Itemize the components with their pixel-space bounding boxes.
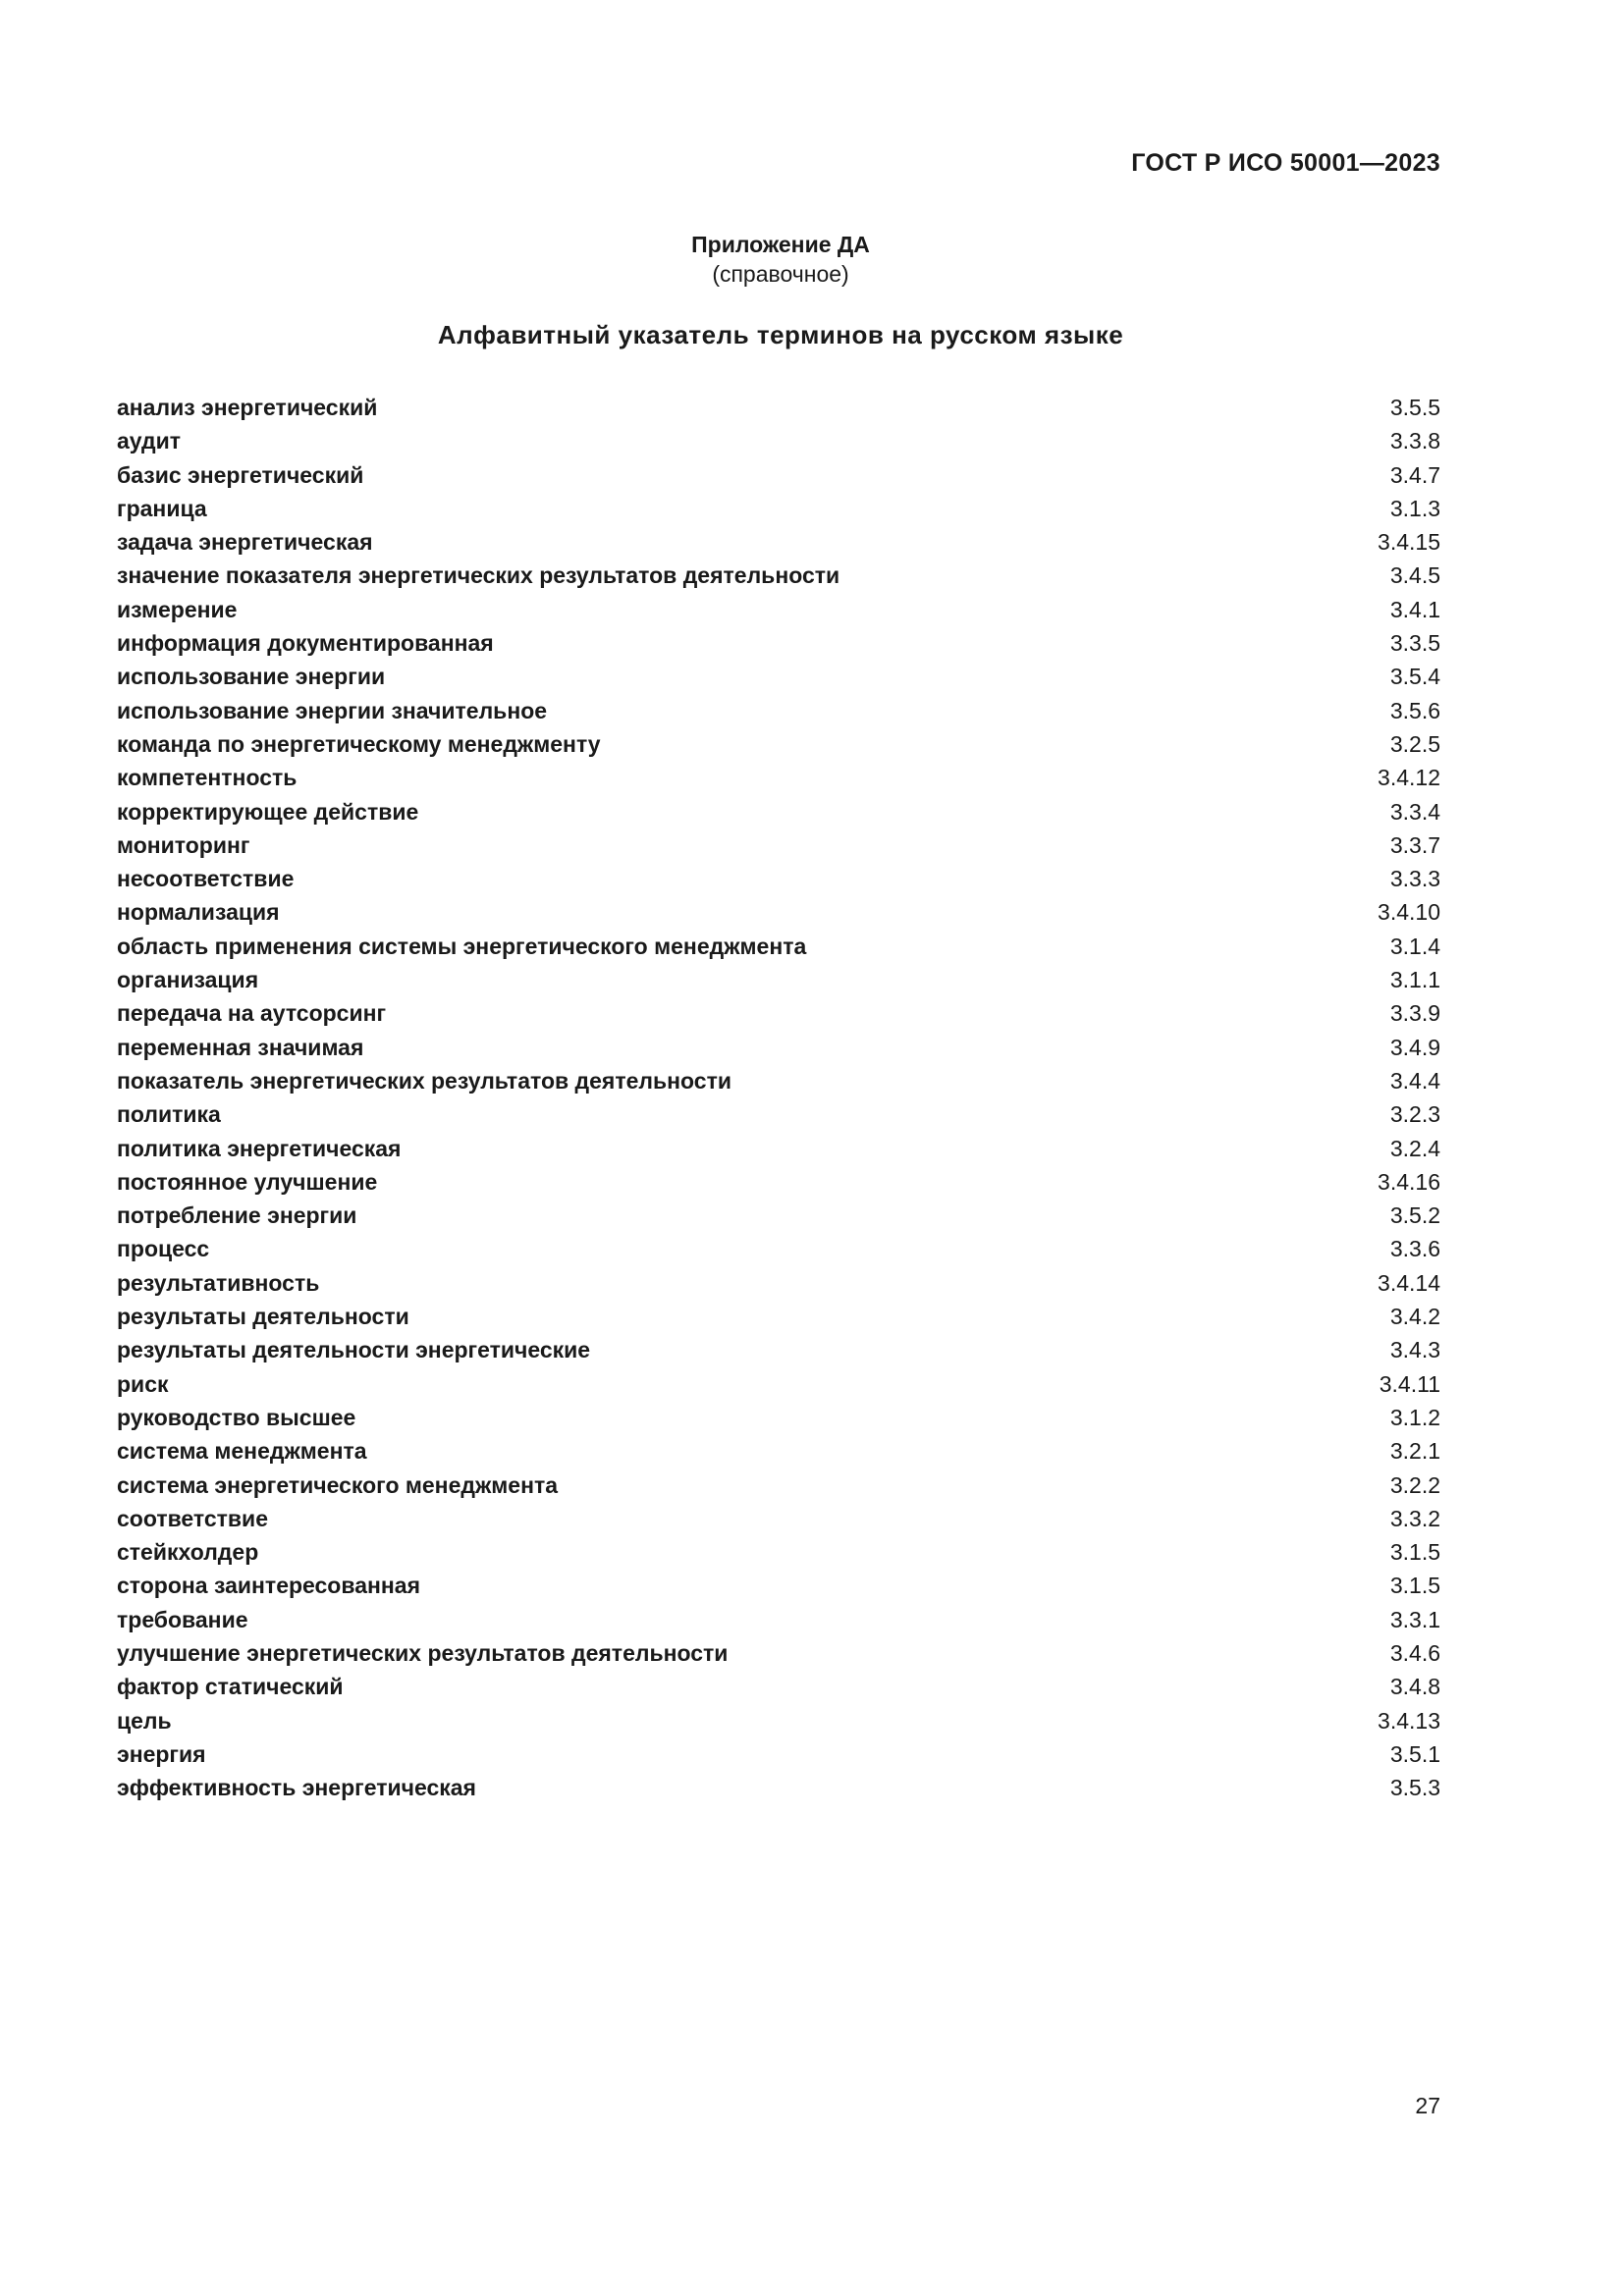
term-reference: 3.2.5: [1389, 730, 1440, 757]
term-name: стейкхолдер: [117, 1539, 259, 1566]
term-row: [117, 1031, 1440, 1064]
term-name: результаты деятельности: [117, 1304, 409, 1330]
term-row: [117, 1300, 1440, 1333]
term-name: политика: [117, 1101, 221, 1128]
page-number: 27: [1415, 2093, 1440, 2118]
term-reference: 3.4.2: [1389, 1304, 1440, 1330]
term-row: [117, 1569, 1440, 1602]
term-reference: 3.2.3: [1389, 1101, 1440, 1128]
term-name: аудит: [117, 428, 182, 454]
term-name: корректирующее действие: [117, 798, 419, 825]
term-reference: 3.3.5: [1389, 630, 1440, 657]
term-row: [117, 828, 1440, 862]
term-reference: 3.3.8: [1389, 428, 1440, 454]
term-reference: 3.4.12: [1378, 765, 1440, 791]
term-reference: 3.4.4: [1389, 1067, 1440, 1094]
term-row: [117, 930, 1440, 963]
term-name: компетентность: [117, 765, 298, 791]
term-row: [117, 1670, 1440, 1703]
term-name: мониторинг: [117, 831, 250, 858]
term-reference: 3.3.6: [1389, 1236, 1440, 1262]
term-row: [117, 559, 1440, 592]
term-reference: 3.5.3: [1389, 1775, 1440, 1801]
term-reference: 3.1.4: [1389, 933, 1440, 959]
term-reference: 3.4.10: [1378, 899, 1440, 926]
term-reference: 3.4.6: [1389, 1639, 1440, 1666]
term-name: фактор статический: [117, 1674, 344, 1700]
term-reference: 3.2.1: [1389, 1438, 1440, 1465]
term-row: [117, 1401, 1440, 1434]
term-reference: 3.4.14: [1378, 1269, 1440, 1296]
term-row: [117, 996, 1440, 1030]
term-row: [117, 895, 1440, 929]
term-row: [117, 525, 1440, 559]
term-reference: 3.4.9: [1389, 1034, 1440, 1060]
term-reference: 3.4.5: [1389, 562, 1440, 589]
term-row: [117, 593, 1440, 626]
term-row: [117, 1097, 1440, 1131]
term-name: руководство высшее: [117, 1404, 356, 1430]
term-reference: 3.3.1: [1389, 1606, 1440, 1632]
term-reference: 3.4.16: [1378, 1168, 1440, 1195]
term-reference: 3.4.3: [1389, 1337, 1440, 1363]
term-name: измерение: [117, 596, 238, 622]
term-reference: 3.1.3: [1389, 495, 1440, 521]
term-reference: 3.5.5: [1389, 395, 1440, 420]
term-name: соответствие: [117, 1505, 268, 1531]
term-reference: 3.5.1: [1389, 1740, 1440, 1767]
term-row: [117, 1266, 1440, 1300]
term-row: [117, 626, 1440, 660]
term-name: потребление энергии: [117, 1202, 357, 1229]
term-row: [117, 1603, 1440, 1636]
term-reference: 3.3.9: [1389, 1000, 1440, 1027]
index-heading: Алфавитный указатель терминов на русском языке: [437, 320, 1124, 349]
term-row: [117, 1502, 1440, 1535]
term-reference: 3.4.7: [1389, 461, 1440, 488]
term-row: [117, 1367, 1440, 1401]
term-reference: 3.1.1: [1389, 967, 1440, 993]
term-reference: 3.1.2: [1389, 1404, 1440, 1430]
term-name: использование энергии значительное: [117, 697, 548, 723]
term-row: [117, 1434, 1440, 1468]
term-reference: 3.4.15: [1378, 529, 1440, 556]
term-name: результаты деятельности энергетические: [117, 1337, 591, 1363]
term-row: [117, 458, 1440, 492]
term-row: [117, 660, 1440, 693]
term-name: политика энергетическая: [117, 1135, 402, 1161]
term-name: задача энергетическая: [117, 529, 373, 556]
term-reference: 3.2.4: [1389, 1135, 1440, 1161]
term-row: [117, 1232, 1440, 1265]
term-row: [117, 963, 1440, 996]
term-reference: 3.5.2: [1389, 1202, 1440, 1229]
term-name: передача на аутсорсинг: [117, 1000, 387, 1027]
term-row: [117, 727, 1440, 761]
term-reference: 3.4.1: [1389, 596, 1440, 622]
term-row: [117, 1636, 1440, 1670]
term-row: [117, 1165, 1440, 1199]
term-name: сторона заинтересованная: [117, 1573, 420, 1599]
term-name: эффективность энергетическая: [117, 1775, 476, 1801]
term-name: организация: [117, 967, 259, 993]
term-row: [117, 694, 1440, 727]
term-name: анализ энергетический: [117, 395, 378, 420]
term-name: базис энергетический: [117, 461, 364, 488]
term-reference: 3.3.3: [1389, 866, 1440, 892]
term-row: [117, 1737, 1440, 1771]
term-name: энергия: [117, 1740, 206, 1767]
term-reference: 3.1.5: [1389, 1539, 1440, 1566]
term-reference: 3.1.5: [1389, 1573, 1440, 1599]
term-row: [117, 795, 1440, 828]
term-row: [117, 1704, 1440, 1737]
term-name: переменная значимая: [117, 1034, 364, 1060]
term-row: [117, 1771, 1440, 1804]
term-row: [117, 492, 1440, 525]
term-name: результативность: [117, 1269, 320, 1296]
annex-header: [0, 230, 1561, 289]
term-name: значение показателя энергетических результатов деятельности: [117, 562, 840, 589]
term-name: нормализация: [117, 899, 280, 926]
term-row: [117, 1535, 1440, 1569]
term-name: несоответствие: [117, 866, 295, 892]
term-row: [117, 761, 1440, 794]
term-reference: 3.2.2: [1389, 1471, 1440, 1498]
term-name: информация документированная: [117, 630, 494, 657]
term-reference: 3.5.4: [1389, 664, 1440, 690]
term-name: риск: [117, 1370, 169, 1397]
term-row: [117, 862, 1440, 895]
term-row: [117, 1333, 1440, 1366]
term-row: [117, 1132, 1440, 1165]
term-row: [117, 1468, 1440, 1502]
document-code: ГОСТ Р ИСО 50001—2023: [1131, 149, 1440, 177]
annex-subtitle: (справочное): [712, 261, 849, 287]
term-row: [117, 391, 1440, 424]
term-row: [117, 1199, 1440, 1232]
term-row: [117, 424, 1440, 457]
term-reference: 3.3.4: [1389, 798, 1440, 825]
term-name: процесс: [117, 1236, 210, 1262]
term-name: требование: [117, 1606, 248, 1632]
term-name: область применения системы энергетического менеджмента: [117, 933, 807, 959]
term-name: команда по энергетическому менеджменту: [117, 730, 601, 757]
term-name: использование энергии: [117, 664, 386, 690]
annex-title: Приложение ДА: [691, 232, 870, 257]
term-reference: 3.4.13: [1378, 1707, 1440, 1734]
term-reference: 3.3.2: [1389, 1505, 1440, 1531]
term-name: система менеджмента: [117, 1438, 367, 1465]
term-name: постоянное улучшение: [117, 1168, 378, 1195]
term-name: показатель энергетических результатов деятельности: [117, 1067, 731, 1094]
term-name: система энергетического менеджмента: [117, 1471, 559, 1498]
term-name: улучшение энергетических результатов деятельности: [117, 1639, 729, 1666]
term-reference: 3.3.7: [1389, 831, 1440, 858]
term-name: граница: [117, 495, 207, 521]
term-reference: 3.4.8: [1389, 1674, 1440, 1700]
term-reference: 3.5.6: [1389, 697, 1440, 723]
term-index-list: [117, 391, 1440, 1804]
term-row: [117, 1064, 1440, 1097]
term-name: цель: [117, 1707, 172, 1734]
term-reference: 3.4.11: [1379, 1370, 1440, 1397]
